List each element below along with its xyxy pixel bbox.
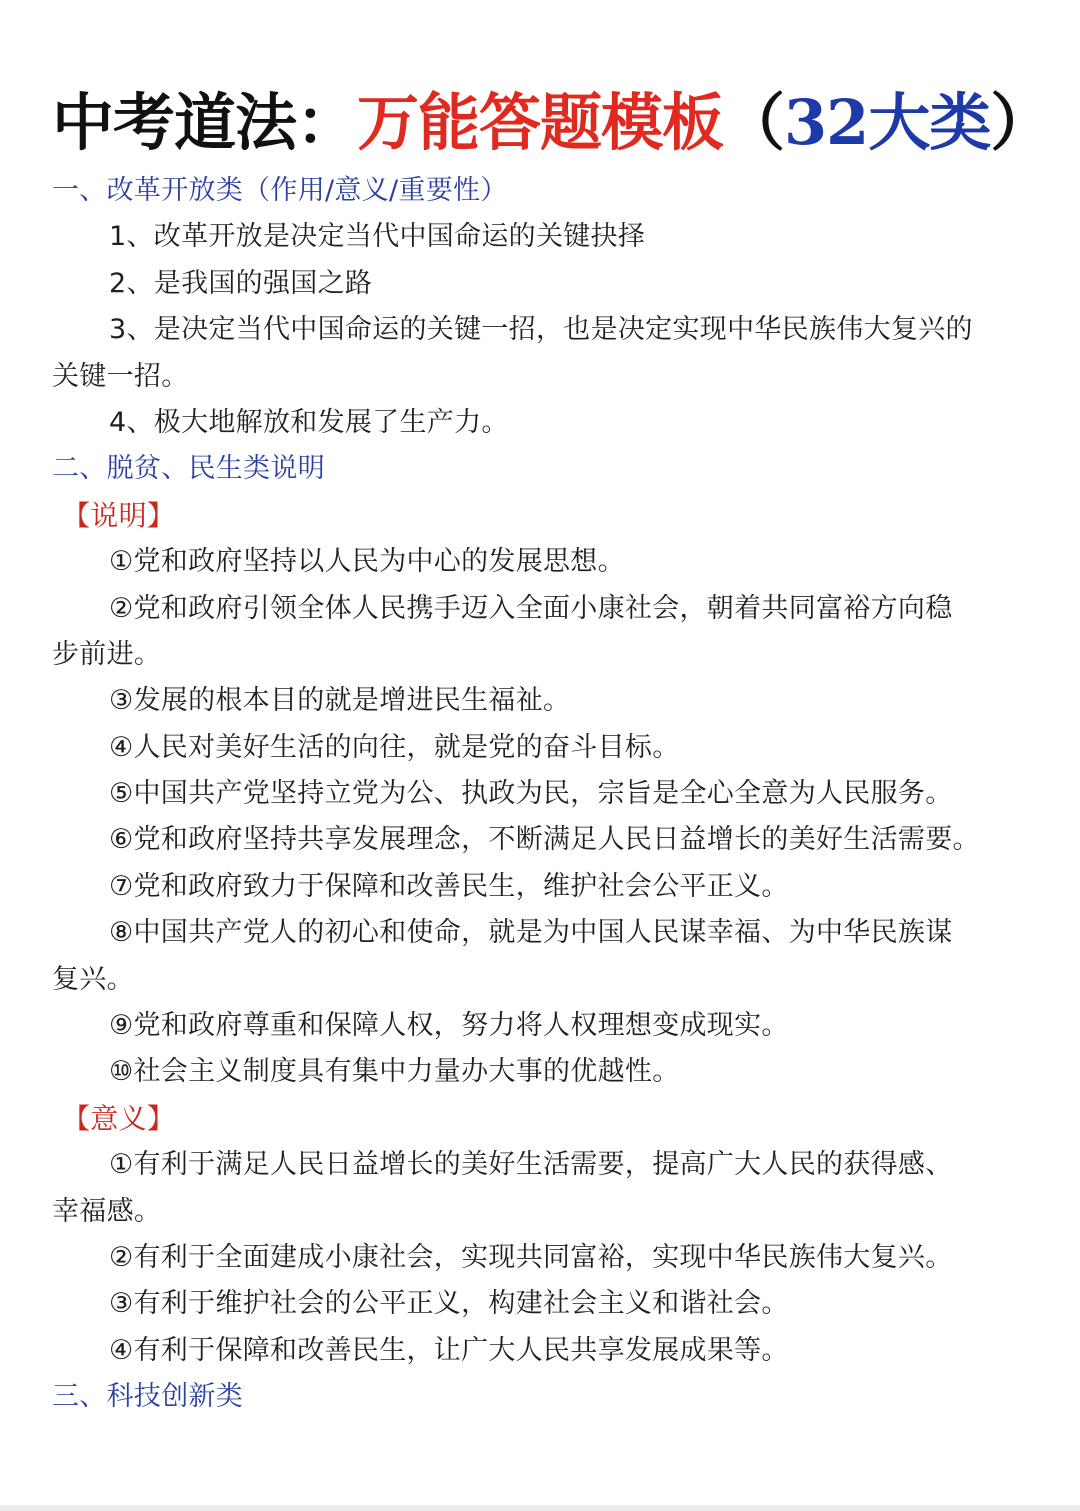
list-item: ②有利于全面建成小康社会，实现共同富裕，实现中华民族伟大复兴。 bbox=[109, 1241, 953, 1273]
section-heading-livelihood: 二、脱贫、民生类说明 bbox=[52, 453, 325, 485]
subsection-tag-significance: 【意义】 bbox=[62, 1101, 176, 1135]
list-item-continuation: 步前进。 bbox=[52, 638, 162, 670]
list-item: ⑦党和政府致力于保障和改善民生，维护社会公平正义。 bbox=[109, 870, 789, 902]
list-item: ①党和政府坚持以人民为中心的发展思想。 bbox=[109, 546, 625, 578]
list-item: ④人民对美好生活的向往，就是党的奋斗目标。 bbox=[109, 731, 680, 763]
list-item-continuation: 复兴。 bbox=[52, 963, 134, 995]
section-heading-innovation: 三、科技创新类 bbox=[52, 1381, 244, 1413]
subsection-tag-explanation: 【说明】 bbox=[62, 498, 176, 532]
list-item: ⑥党和政府坚持共享发展理念，不断满足人民日益增长的美好生活需要。 bbox=[109, 824, 980, 856]
list-item: 2、是我国的强国之路 bbox=[109, 267, 373, 299]
list-item: ③有利于维护社会的公平正义，构建社会主义和谐社会。 bbox=[109, 1288, 789, 1320]
title-count: 32大类 bbox=[784, 86, 991, 159]
title-close-paren: ） bbox=[990, 86, 1052, 159]
document-body bbox=[52, 168, 1042, 1421]
title-prefix: 中考道法： bbox=[52, 86, 358, 159]
list-item: ③发展的根本目的就是增进民生福祉。 bbox=[109, 685, 571, 717]
list-item: ②党和政府引领全体人民携手迈入全面小康社会，朝着共同富裕方向稳 bbox=[109, 592, 953, 624]
list-item: ⑩社会主义制度具有集中力量办大事的优越性。 bbox=[109, 1056, 680, 1088]
list-item-continuation: 关键一招。 bbox=[52, 360, 189, 392]
list-item: ①有利于满足人民日益增长的美好生活需要，提高广大人民的获得感、 bbox=[109, 1149, 953, 1181]
title-open-paren: （ bbox=[723, 86, 785, 159]
list-item: ⑧中国共产党人的初心和使命，就是为中国人民谋幸福、为中华民族谋 bbox=[109, 917, 953, 949]
page-title bbox=[52, 78, 1052, 168]
list-item: 4、极大地解放和发展了生产力。 bbox=[109, 406, 509, 438]
list-item: ④有利于保障和改善民生，让广大人民共享发展成果等。 bbox=[109, 1334, 789, 1366]
list-item: ⑤中国共产党坚持立党为公、执政为民，宗旨是全心全意为人民服务。 bbox=[109, 778, 953, 810]
title-highlight: 万能答题模板 bbox=[357, 86, 724, 159]
bottom-divider bbox=[0, 1505, 1080, 1511]
list-item: 1、改革开放是决定当代中国命运的关键抉择 bbox=[109, 221, 646, 253]
list-item-continuation: 幸福感。 bbox=[52, 1195, 162, 1227]
section-heading-reform: 一、改革开放类（作用/意义/重要性） bbox=[52, 175, 508, 206]
list-item: 3、是决定当代中国命运的关键一招，也是决定实现中华民族伟大复兴的 bbox=[109, 314, 973, 346]
list-item: ⑨党和政府尊重和保障人权，努力将人权理想变成现实。 bbox=[109, 1010, 789, 1042]
